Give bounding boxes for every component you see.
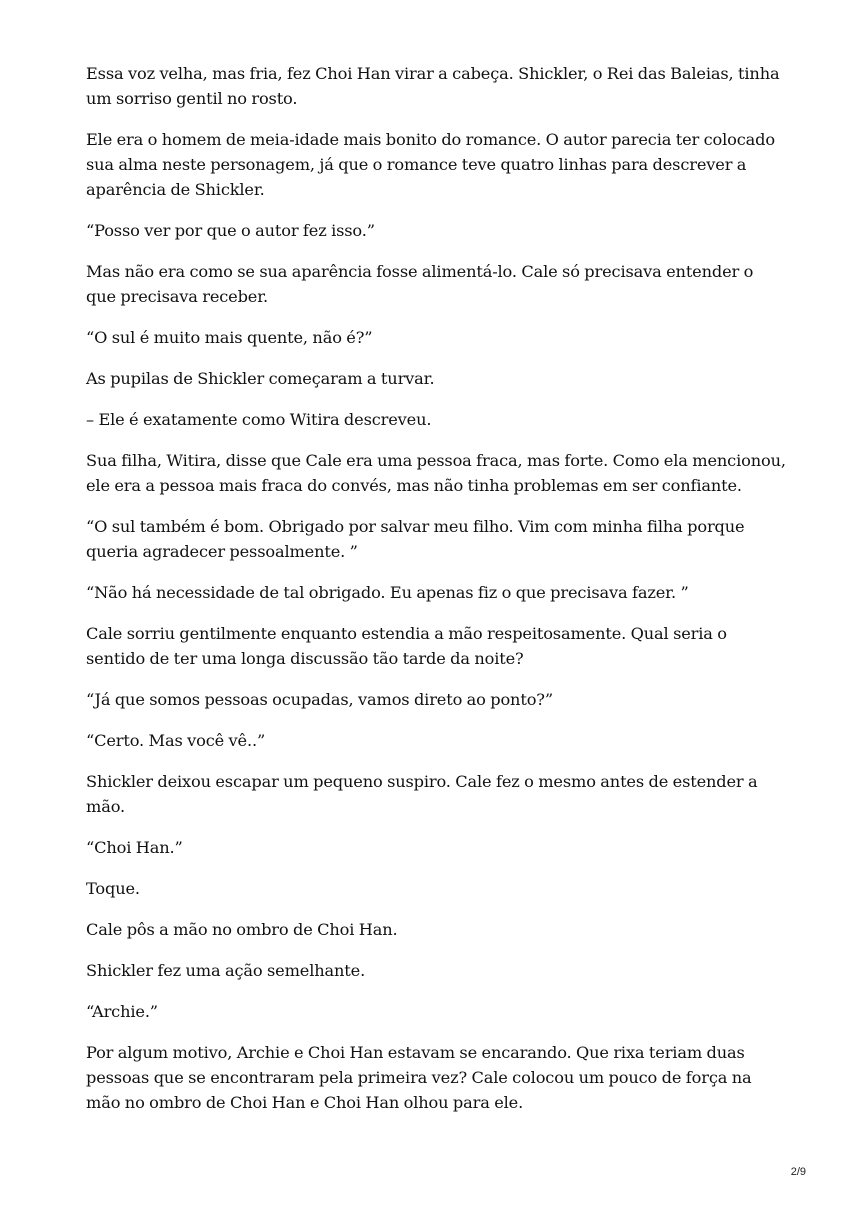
paragraph: Cale pôs a mão no ombro de Choi Han. <box>86 920 398 939</box>
paragraph: “O sul também é bom. Obrigado por salvar meu filho. Vim com minha filha porque queria agradecer pessoalmente. ” <box>86 517 745 561</box>
paragraph: Essa voz velha, mas fria, fez Choi Han virar a cabeça. Shickler, o Rei das Baleias, tinha um sorriso gentil no rosto. <box>86 64 780 108</box>
paragraph: Mas não era como se sua aparência fosse alimentá-lo. Cale só precisava entender o que precisava receber. <box>86 262 754 306</box>
paragraph: “O sul é muito mais quente, não é?” <box>86 328 373 347</box>
paragraph: Cale sorriu gentilmente enquanto estendia a mão respeitosamente. Qual seria o sentido de ter uma longa discussão tão tarde da noite? <box>86 624 727 668</box>
paragraph: Shickler deixou escapar um pequeno suspiro. Cale fez o mesmo antes de estender a mão. <box>86 772 758 816</box>
paragraph: As pupilas de Shickler começaram a turvar. <box>86 369 435 388</box>
paragraph: Toque. <box>86 879 140 898</box>
paragraph: “Choi Han.” <box>86 838 183 857</box>
paragraph: “Archie.” <box>86 1002 158 1021</box>
paragraph: – Ele é exatamente como Witira descreveu. <box>86 410 432 429</box>
paragraph: “Certo. Mas você vê..” <box>86 731 266 750</box>
paragraph: Ele era o homem de meia-idade mais bonito do romance. O autor parecia ter colocado sua alma neste personagem, já que o romance teve quatro linhas para descrever a aparência de Shickler. <box>86 130 775 199</box>
paragraph: “Já que somos pessoas ocupadas, vamos direto ao ponto?” <box>86 690 553 709</box>
page-number: 2/9 <box>790 1166 806 1178</box>
paragraph: “Posso ver por que o autor fez isso.” <box>86 221 375 240</box>
paragraph: Shickler fez uma ação semelhante. <box>86 961 366 980</box>
paragraph: Sua filha, Witira, disse que Cale era uma pessoa fraca, mas forte. Como ela mencionou, ele era a pessoa mais fraca do convés, mas não tinha problemas em ser confiante. <box>86 451 786 495</box>
paragraph: “Não há necessidade de tal obrigado. Eu apenas fiz o que precisava fazer. ” <box>86 583 689 602</box>
document-page <box>86 61 786 1131</box>
paragraph: Por algum motivo, Archie e Choi Han estavam se encarando. Que rixa teriam duas pessoas que se encontraram pela primeira vez? Cale colocou um pouco de força na mão no ombro de Choi Han e Choi Han olhou para ele. <box>86 1043 752 1112</box>
